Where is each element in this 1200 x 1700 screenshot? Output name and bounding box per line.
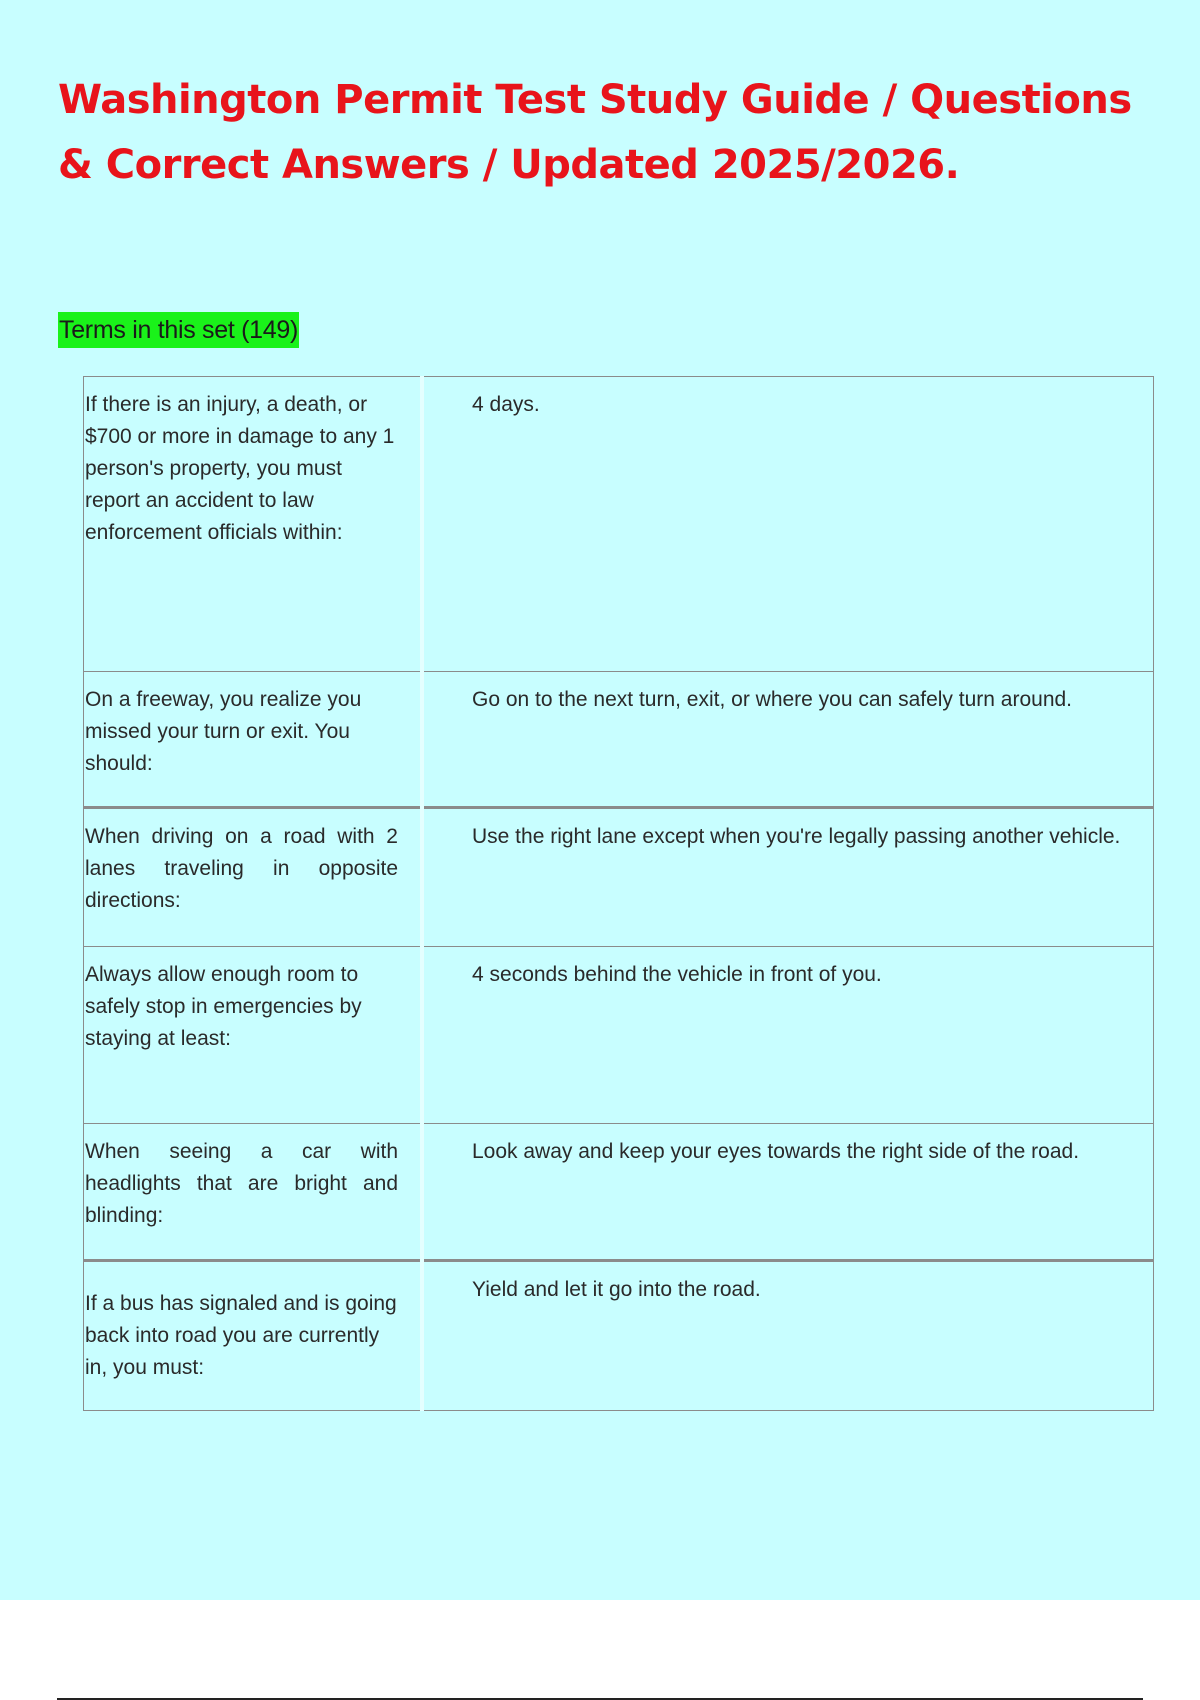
document-title: Washington Permit Test Study Guide / Questions & Correct Answers / Updated 2025/2026. [58, 77, 1132, 188]
definition-cell: Yield and let it go into the road. [422, 1261, 1154, 1411]
table-row [84, 808, 1154, 947]
table-row [84, 947, 1154, 1124]
definition-cell: 4 seconds behind the vehicle in front of you. [422, 947, 1154, 1124]
term-cell: When driving on a road with 2 lanes traveling in opposite directions: [84, 808, 423, 947]
term-cell: When seeing a car with headlights that are bright and blinding: [84, 1124, 423, 1261]
table-row [84, 1261, 1154, 1411]
table-row [84, 1124, 1154, 1261]
definition-cell: Use the right lane except when you're legally passing another vehicle. [422, 808, 1154, 947]
term-cell: On a freeway, you realize you missed your turn or exit. You should: [84, 672, 423, 808]
table-row [84, 377, 1154, 672]
term-cell: If there is an injury, a death, or $700 or more in damage to any 1 person's property, you must report an accident to law enforcement officials within: [84, 377, 423, 672]
term-cell: Always allow enough room to safely stop in emergencies by staying at least: [84, 947, 423, 1124]
term-cell: If a bus has signaled and is going back into road you are currently in, you must: [84, 1261, 423, 1411]
definition-cell: 4 days. [422, 377, 1154, 672]
terms-table [83, 376, 1154, 1411]
definition-cell: Look away and keep your eyes towards the right side of the road. [422, 1124, 1154, 1261]
terms-count-label: Terms in this set (149) [58, 312, 299, 348]
definition-cell: Go on to the next turn, exit, or where you can safely turn around. [422, 672, 1154, 808]
table-row [84, 672, 1154, 808]
